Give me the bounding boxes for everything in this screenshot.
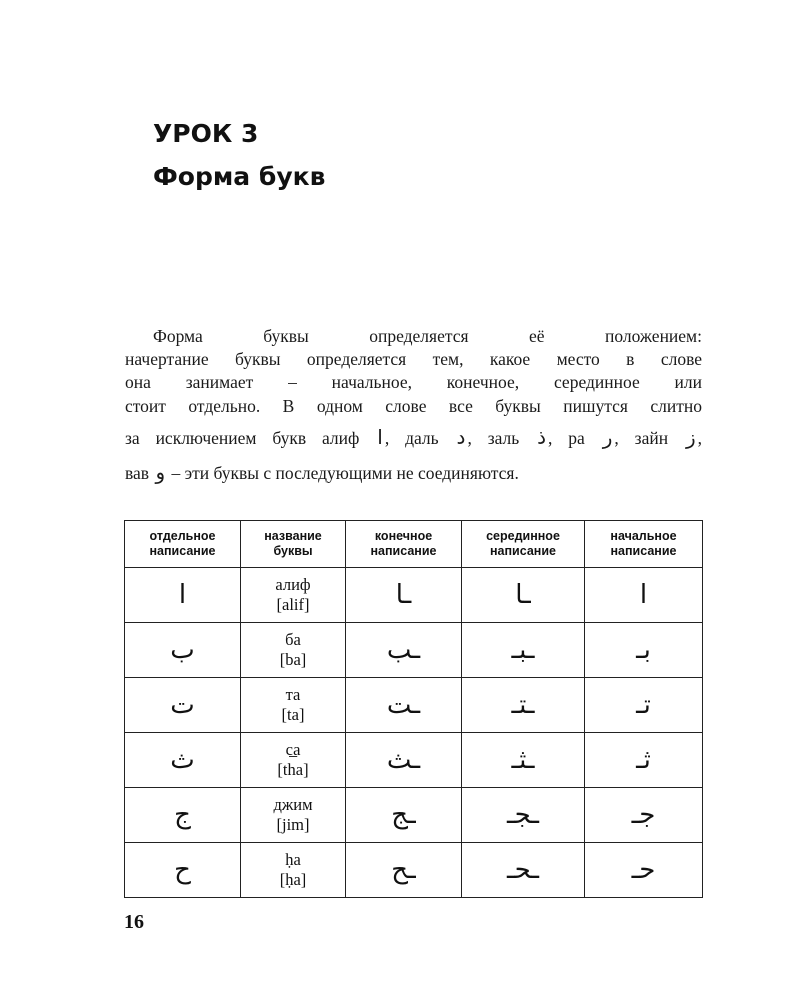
cell-final: ـث — [346, 733, 462, 788]
cell-medial: ـتـ — [462, 678, 585, 733]
table-row — [125, 623, 703, 678]
text-segment: , даль — [384, 428, 439, 448]
lesson-subtitle: Форма букв — [153, 162, 326, 191]
header-isolated: отдельное написание — [125, 521, 241, 568]
cell-initial: ثـ — [585, 733, 703, 788]
page-number: 16 — [124, 911, 144, 933]
arabic-letter-alif: ا — [377, 425, 383, 449]
cell-isolated: ب — [125, 623, 241, 678]
paragraph-line-5 — [125, 426, 702, 450]
cell-initial: بـ — [585, 623, 703, 678]
cell-isolated: ث — [125, 733, 241, 788]
cell-final: ـب — [346, 623, 462, 678]
cell-medial: ـبـ — [462, 623, 585, 678]
header-final: конечное написание — [346, 521, 462, 568]
table-row — [125, 678, 703, 733]
text-segment: , ра — [548, 428, 585, 448]
cell-final: ـج — [346, 788, 462, 843]
paragraph-line-6 — [125, 461, 702, 485]
header-medial: серединное написание — [462, 521, 585, 568]
text-segment: , зайн — [614, 428, 669, 448]
table-row — [125, 733, 703, 788]
arabic-letter-zayn: ز — [685, 425, 696, 449]
cell-initial: تـ — [585, 678, 703, 733]
cell-letter-name: с̲а [tha] — [241, 733, 346, 788]
cell-letter-name: джим [jim] — [241, 788, 346, 843]
cell-medial: ـا — [462, 568, 585, 623]
cell-initial: ا — [585, 568, 703, 623]
cell-initial: حـ — [585, 843, 703, 898]
cell-isolated: ت — [125, 678, 241, 733]
arabic-letter-waw: و — [155, 460, 166, 484]
paragraph-line-2: начертание буквы определяется тем, какое место в слове — [125, 349, 702, 369]
table-row — [125, 788, 703, 843]
lesson-title: УРОК 3 — [153, 119, 259, 148]
table-row — [125, 843, 703, 898]
cell-letter-name: ба [ba] — [241, 623, 346, 678]
cell-final: ـح — [346, 843, 462, 898]
table-row — [125, 568, 703, 623]
header-initial: начальное написание — [585, 521, 703, 568]
cell-medial: ـحـ — [462, 843, 585, 898]
cell-isolated: ح — [125, 843, 241, 898]
cell-medial: ـثـ — [462, 733, 585, 788]
cell-final: ـت — [346, 678, 462, 733]
arabic-letter-dal: د — [456, 425, 466, 449]
text-segment: вав — [125, 463, 150, 483]
paragraph-line-1: Форма буквы определяется её положением: — [153, 326, 702, 346]
text-segment: – эти буквы с последующими не соединяются. — [171, 463, 519, 483]
text-segment: , — [697, 428, 702, 448]
cell-final: ـا — [346, 568, 462, 623]
arabic-letter-dhal: ذ — [537, 425, 547, 449]
paragraph-line-4: стоит отдельно. В одном слове все буквы пишутся слитно — [125, 396, 702, 416]
cell-letter-name: алиф [alif] — [241, 568, 346, 623]
cell-isolated: ا — [125, 568, 241, 623]
cell-letter-name: та [ta] — [241, 678, 346, 733]
cell-medial: ـجـ — [462, 788, 585, 843]
cell-isolated: ج — [125, 788, 241, 843]
text-segment: , заль — [467, 428, 520, 448]
text-segment: за исключением букв алиф — [125, 428, 360, 448]
cell-initial: جـ — [585, 788, 703, 843]
table-header-row — [125, 521, 703, 568]
header-letter-name: название буквы — [241, 521, 346, 568]
letter-forms-table — [124, 520, 703, 898]
arabic-letter-ra: ر — [602, 425, 613, 449]
cell-letter-name: ḥa [ḥa] — [241, 843, 346, 898]
paragraph-line-3: она занимает – начальное, конечное, серединное или — [125, 372, 702, 392]
